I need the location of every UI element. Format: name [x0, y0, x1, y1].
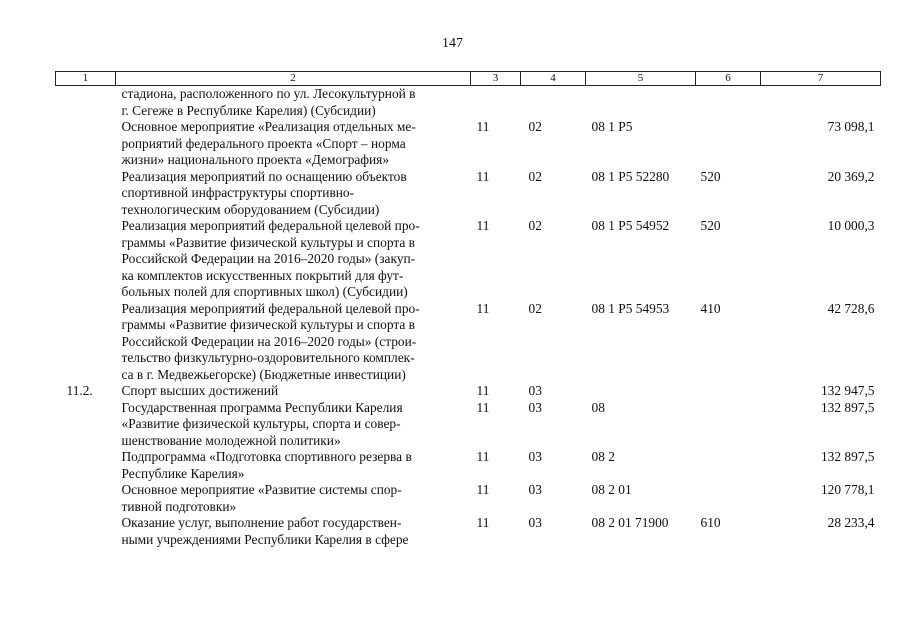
- subsection-code: 03: [528, 482, 542, 497]
- target-item-code: 08 1 P5 54952: [591, 218, 670, 233]
- subsection-code: 03: [528, 399, 542, 415]
- description-line: шенствование молодежной политики»: [121, 432, 341, 448]
- target-item-code: [586, 383, 696, 400]
- table-body: [56, 86, 881, 549]
- section-code: 11: [476, 399, 490, 415]
- row-number: 11.2.: [66, 383, 93, 398]
- description-line: «Развитие физической культуры, спорта и совер-: [121, 416, 401, 431]
- subsection-code: 02: [528, 119, 542, 134]
- target-item-code: 08 1 P5: [591, 119, 633, 134]
- section-code: [471, 86, 521, 120]
- description-line: стадиона, расположенного по ул. Лесокультурной в: [121, 86, 416, 101]
- amount: [761, 86, 881, 120]
- description-line: технологическим оборудованием (Субсидии): [121, 201, 380, 217]
- section-code: 11: [476, 119, 490, 134]
- row-description: [116, 86, 471, 120]
- target-item-code: [586, 86, 696, 120]
- expense-type-code: 410: [700, 300, 721, 316]
- row-number: [56, 515, 116, 548]
- table-row: [56, 119, 881, 169]
- row-description: [116, 119, 471, 169]
- row-number: [56, 169, 116, 219]
- row-number: [56, 218, 116, 301]
- description-line: Республике Карелия»: [121, 465, 245, 481]
- section-code: 11: [476, 168, 490, 184]
- target-item-code: 08 2 01: [591, 482, 632, 497]
- expense-type-code: [696, 86, 761, 120]
- subsection-code: 03: [528, 449, 542, 464]
- subsection-code: 02: [528, 168, 542, 184]
- row-description: [116, 301, 471, 384]
- column-header: 4: [521, 72, 586, 86]
- target-item-code: 08 2: [591, 449, 615, 464]
- description-line: граммы «Развитие физической культуры и спорта в: [121, 234, 415, 250]
- column-header: 3: [471, 72, 521, 86]
- description-line: ка комплектов искусственных покрытий для фут-: [121, 267, 404, 283]
- table-row: [56, 400, 881, 450]
- amount: 132 947,5: [820, 383, 875, 398]
- row-description: [116, 449, 471, 482]
- row-number: [56, 301, 116, 384]
- table-row: [56, 449, 881, 482]
- target-item-code: 08: [591, 399, 605, 415]
- section-code: 11: [476, 383, 490, 398]
- section-code: 11: [476, 449, 490, 464]
- amount: 20 369,2: [827, 168, 875, 184]
- expense-type-code: 520: [700, 168, 721, 184]
- row-description: [116, 383, 471, 400]
- expense-type-code: 520: [700, 218, 721, 233]
- row-description: [116, 482, 471, 515]
- description-line: Российской Федерации на 2016–2020 годы» (закуп-: [121, 251, 416, 266]
- table-row: [56, 86, 881, 120]
- description-line: роприятий федерального проекта «Спорт – норма: [121, 135, 406, 151]
- subsection-code: 02: [528, 300, 542, 316]
- row-number: [56, 449, 116, 482]
- column-header: 6: [696, 72, 761, 86]
- description-line: тивной подготовки»: [121, 498, 237, 514]
- subsection-code: 02: [528, 218, 542, 233]
- description-line: Реализация мероприятий федеральной целевой про-: [121, 300, 420, 316]
- table-row: [56, 301, 881, 384]
- subsection-code: 03: [528, 515, 542, 530]
- section-code: 11: [476, 515, 490, 530]
- target-item-code: 08 2 01 71900: [591, 515, 669, 530]
- column-header: 1: [56, 72, 116, 86]
- amount: 132 897,5: [820, 449, 875, 464]
- description-line: граммы «Развитие физической культуры и спорта в: [121, 317, 415, 332]
- description-line: тельство физкультурно-оздоровительного комплек-: [121, 350, 415, 365]
- expense-type-code: [696, 119, 761, 169]
- description-line: Оказание услуг, выполнение работ государствен-: [121, 515, 402, 530]
- column-header: 2: [116, 72, 471, 86]
- section-code: 11: [476, 482, 490, 497]
- description-line: Реализация мероприятий федеральной целевой про-: [121, 218, 420, 233]
- section-code: 11: [476, 300, 490, 316]
- row-description: [116, 218, 471, 301]
- row-description: [116, 169, 471, 219]
- subsection-code: 03: [528, 383, 542, 398]
- column-header: 5: [586, 72, 696, 86]
- description-line: са в г. Медвежьегорске) (Бюджетные инвестиции): [121, 366, 406, 382]
- expense-type-code: [696, 383, 761, 400]
- amount: 42 728,6: [827, 300, 875, 316]
- column-header: 7: [761, 72, 881, 86]
- description-line: больных полей для спортивных школ) (Субсидии): [121, 284, 408, 299]
- description-line: Основное мероприятие «Развитие системы спор-: [121, 482, 402, 497]
- description-line: Подпрограмма «Подготовка спортивного резерва в: [121, 449, 412, 464]
- amount: 28 233,4: [827, 515, 875, 530]
- description-line: жизни» национального проекта «Демография»: [121, 152, 390, 167]
- description-line: ными учреждениями Республики Карелия в сфере: [121, 531, 409, 547]
- target-item-code: 08 1 P5 54953: [591, 300, 670, 316]
- amount: 73 098,1: [827, 119, 875, 134]
- row-description: [116, 400, 471, 450]
- page-number: 147: [442, 36, 463, 51]
- expense-type-code: [696, 482, 761, 515]
- row-number: [56, 86, 116, 120]
- expense-type-code: [696, 400, 761, 450]
- description-line: Спорт высших достижений: [121, 383, 279, 398]
- table-row: [56, 482, 881, 515]
- expense-type-code: [696, 449, 761, 482]
- row-number: [56, 119, 116, 169]
- section-code: 11: [476, 218, 490, 233]
- row-number: [56, 400, 116, 450]
- description-line: Российской Федерации на 2016–2020 годы» (строи-: [121, 333, 417, 349]
- table-header: [56, 72, 881, 86]
- table-row: [56, 515, 881, 548]
- row-number: [56, 482, 116, 515]
- description-line: спортивной инфраструктуры спортивно-: [121, 185, 355, 200]
- description-line: Основное мероприятие «Реализация отдельных ме-: [121, 119, 416, 134]
- amount: 10 000,3: [827, 218, 875, 233]
- subsection-code: [521, 86, 586, 120]
- budget-table: [55, 71, 881, 548]
- amount: 132 897,5: [820, 399, 875, 415]
- table-row: [56, 218, 881, 301]
- amount: 120 778,1: [820, 482, 875, 497]
- description-line: г. Сегеже в Республике Карелия) (Субсидии): [121, 102, 376, 118]
- table-row: [56, 383, 881, 400]
- expense-type-code: 610: [700, 515, 721, 530]
- target-item-code: 08 1 P5 52280: [591, 168, 670, 184]
- description-line: Государственная программа Республики Карелия: [121, 399, 403, 415]
- description-line: Реализация мероприятий по оснащению объектов: [121, 168, 407, 184]
- table-row: [56, 169, 881, 219]
- row-description: [116, 515, 471, 548]
